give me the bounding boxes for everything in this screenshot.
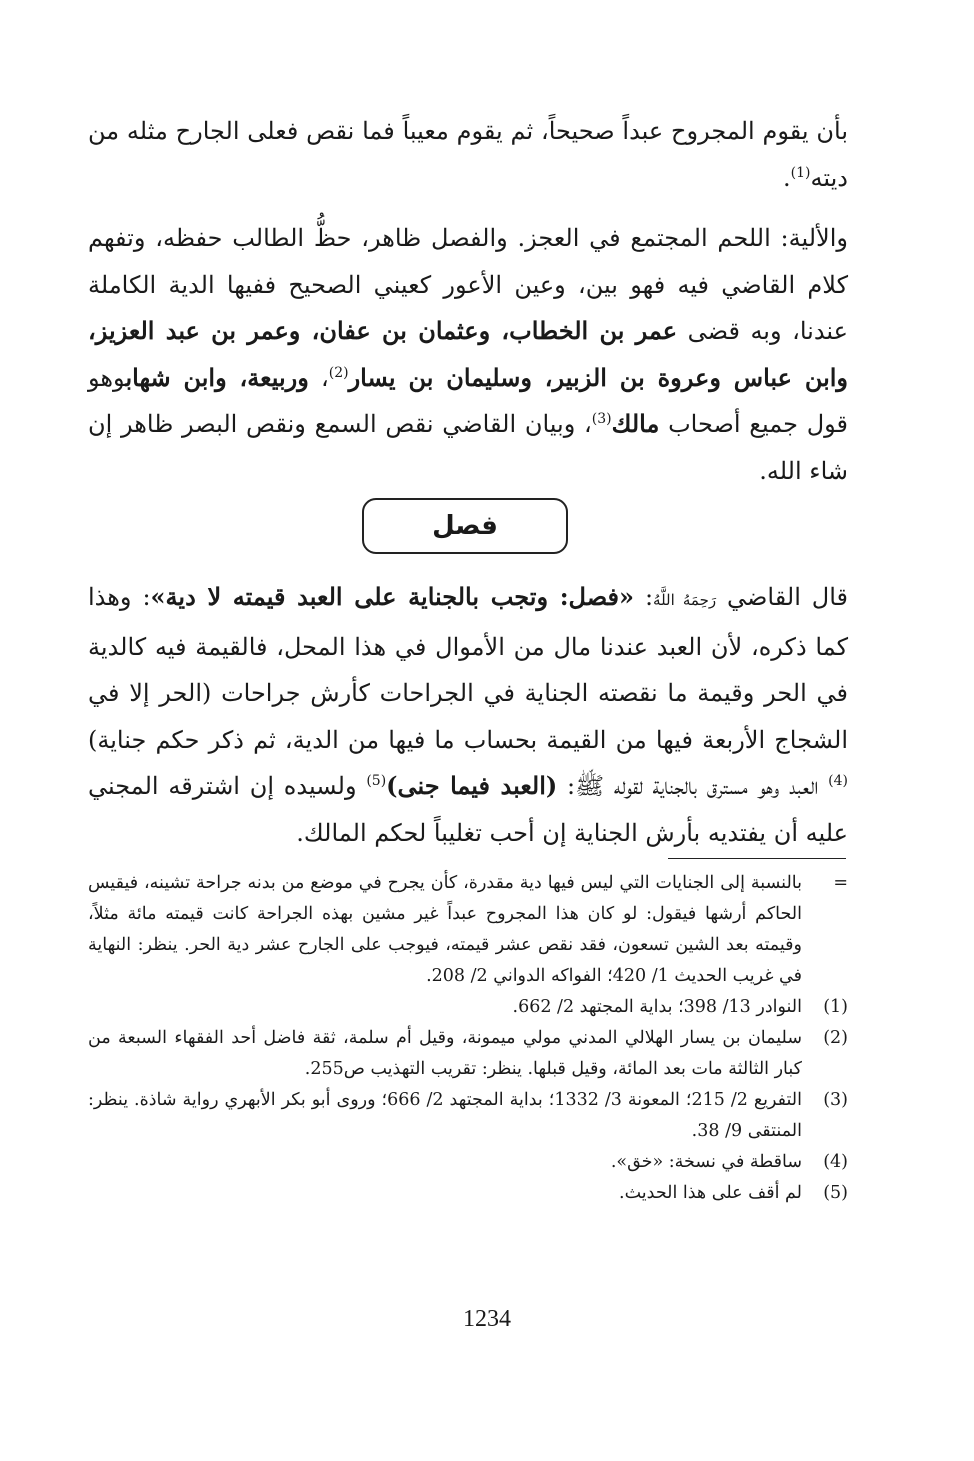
paragraph-2-bold-3: مالك xyxy=(611,409,660,438)
footnote-text: بالنسبة إلى الجنايات التي ليس فيها دية مقدرة، كأن يجرح في موضع من بدنه جراحة تشينه، فيقيس الحاكم أرشها فيقول: لو كان هذا المجروح عبداً غير مشين بهذه الجراحة كانت قيمته مائة مثلاً، وقيمته بعد الشين تسعون، فقد نقص عشر قيمته، فيوجب على الجارح عشر دية الحر. ينظر: النهاية في غريب الحديث 1/ 420؛ الفواكه الدواني 2/ 208. xyxy=(88,873,802,986)
footnote-ref-4[interactable]: (4) xyxy=(828,773,848,789)
paragraph-2-d: وهو قول جميع أصحاب xyxy=(88,363,848,438)
footnote-ref-3[interactable]: (3) xyxy=(591,411,612,427)
footnote-number: (4) xyxy=(823,1152,848,1172)
page-number: 1234 xyxy=(463,1306,511,1332)
footnote-4 xyxy=(88,1147,848,1178)
footnote-divider xyxy=(668,858,846,859)
paragraph-2-c: ، xyxy=(308,363,329,392)
footnote-1 xyxy=(88,992,848,1023)
paragraph-2-e: ، وبيان القاضي نقص السمع ونقص البصر ظاهر إن شاء الله. xyxy=(88,410,848,485)
footnote-continuation xyxy=(88,868,848,992)
section-heading-box xyxy=(362,498,568,554)
footnote-2 xyxy=(88,1023,848,1085)
paragraph-3-e: ولسيده إن اشترقه المجني عليه أن يفتديه بأرش الجناية إن أحب تغليباً لحكم المالك. xyxy=(88,772,848,847)
paragraph-2-a: والألية: اللحم المجتمع في العجز. والفصل ظاهر، حظُّ الطالب حفظه، وتفهم كلام القاضي فيه فهو بين، وعين الأعور كعيني الصحيح ففيها الدية الكاملة عندنا، وبه قضى xyxy=(88,224,848,345)
paragraph-1 xyxy=(88,108,848,201)
honorific-glyph: رَحِمَهُ اللَّهُ xyxy=(653,591,717,609)
paragraph-2 xyxy=(88,215,848,494)
paragraph-3 xyxy=(88,574,848,856)
paragraph-3-colon: : xyxy=(634,583,654,611)
footnote-number: = xyxy=(833,873,848,893)
footnote-text: ساقطة في نسخة: «خق». xyxy=(610,1152,802,1172)
footnote-number: (1) xyxy=(823,997,848,1017)
main-text xyxy=(88,108,848,494)
footnote-text: التفريع 2/ 215؛ المعونة 3/ 1332؛ بداية المجتهد 2/ 666؛ وروى أبو بكر الأبهري رواية شاذة. ينظر: المنتقى 9/ 38. xyxy=(88,1090,802,1141)
paragraph-1-end: . xyxy=(783,163,791,192)
footnote-ref-2[interactable]: (2) xyxy=(328,364,349,381)
footnote-number: (3) xyxy=(823,1090,848,1110)
footnote-3 xyxy=(88,1085,848,1147)
footnote-text: لم أقف على هذا الحديث. xyxy=(619,1183,802,1203)
footnote-text: سليمان بن يسار الهلالي المدني مولي ميمونة، وقيل أم سلمة، ثقة فاضل أحد الفقهاء السبعة من كبار الثالثة مات بعد المائة، وقيل قبلها. ينظر: تقريب التهذيب ص255. xyxy=(88,1028,802,1079)
footnotes xyxy=(88,868,848,1209)
footnote-5 xyxy=(88,1178,848,1209)
footnote-text: النوادر 13/ 398؛ بداية المجتهد 2/ 662. xyxy=(512,997,802,1017)
paragraph-3-a: قال القاضي xyxy=(716,583,849,611)
paragraph-3-bold-1: «فصل: وتجب بالجناية على العبد قيمته لا دية» xyxy=(150,582,635,611)
paragraph-2-bold-2: وربيعة، وابن شهاب xyxy=(125,362,309,392)
section-text xyxy=(88,574,848,856)
paragraph-2-bold-1: عمر بن الخطاب، وعثمان بن عفان، وعمر بن عبد العزيز، وابن عباس وعروة بن الزبير، وسليمان بن يسار xyxy=(88,316,849,392)
footnote-number: (5) xyxy=(823,1183,848,1203)
footnote-ref-1[interactable]: (1) xyxy=(790,164,811,181)
paragraph-1-text: بأن يقوم المجروح عبداً صحيحاً، ثم يقوم معيباً فما نقص فعلى الجارح مثله من ديته xyxy=(88,117,848,192)
paragraph-3-c: : وهذا كما ذكره، لأن العبد عندنا مال من الأموال في هذا المحل، فالقيمة فيه كالدية في الحر وقيمة ما نقصته الجناية في الجراحات كأرش جراحات (الحر إلا في الشجاج الأربعة فيها من القيمة بحساب ما فيها من الدية، ثم ذكر حكم جناية) xyxy=(88,583,848,754)
footnote-ref-5[interactable]: (5) xyxy=(366,773,387,789)
paragraph-3-d: العبد وهو مسترق بالجناية لقوله ﷺ: xyxy=(557,772,829,800)
footnote-number: (2) xyxy=(823,1028,848,1048)
paragraph-3-bold-2: (العبد فيما جنى) xyxy=(386,771,558,800)
section-heading: فصل xyxy=(432,511,498,541)
